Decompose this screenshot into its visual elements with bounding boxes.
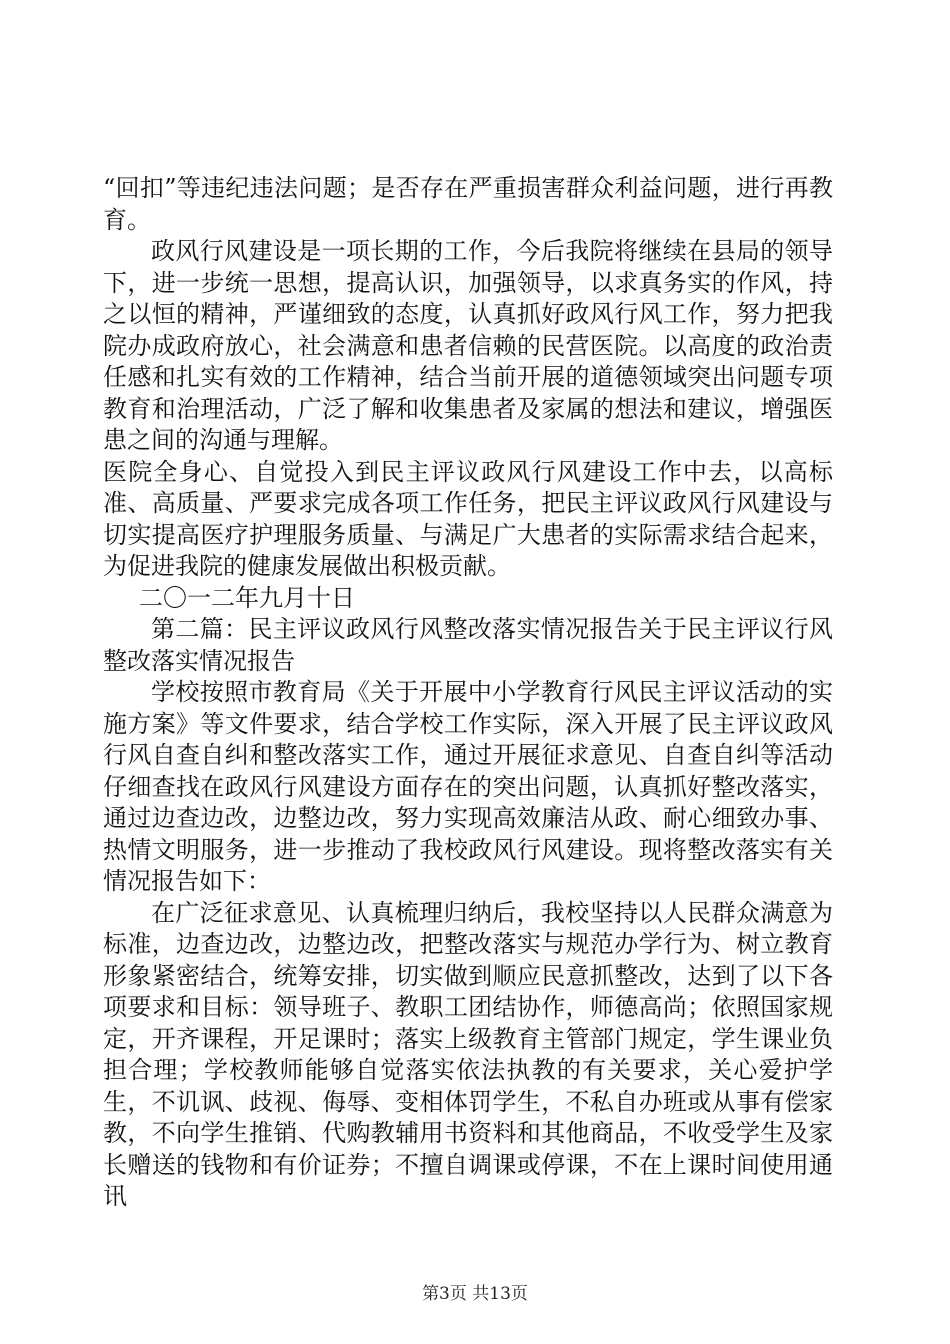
paragraph-future-plan: 政风行风建设是一项长期的工作，今后我院将继续在县局的领导下，进一步统一思想，提高认识，加强领导，以求真务实的作风，持之以恒的精神，严谨细致的态度，认真抓好政风行风工作，努力把我院办成政府放心，社会满意和患者信赖的民营医院。以高度的政治责任感和扎实有效的工作精神，结合当前开展的道德领域突出问题专项教育和治理活动，广泛了解和收集患者及家属的想法和建议，增强医患之间的沟通与理解。 (103, 237, 833, 454)
paragraph-continuation: “回扣”等违纪违法问题；是否存在严重损害群众利益问题，进行再教育。 (103, 174, 833, 234)
document-body (103, 173, 833, 1213)
document-date: 二〇一二年九月十日 (139, 583, 355, 612)
page-footer: 第3页 共13页 (422, 1284, 528, 1304)
section-heading-part-two: 第二篇：民主评议政风行风整改落实情况报告关于民主评议行风整改落实情况报告 (103, 615, 833, 675)
paragraph-rectification-goals: 在广泛征求意见、认真梳理归纳后，我校坚持以人民群众满意为标准，边查边改，边整边改，把整改落实与规范办学行为、树立教育形象紧密结合，统筹安排，切实做到顺应民意抓整改，达到了以下各项要求和目标：领导班子、教职工团结协作，师德高尚；依照国家规定，开齐课程，开足课时；落实上级教育主管部门规定，学生课业负担合理；学校教师能够自觉落实依法执教的有关要求，关心爱护学生，不讥讽、歧视、侮辱、变相体罚学生，不私自办班或从事有偿家教，不向学生推销、代购教辅用书资料和其他商品，不收受学生及家长赠送的钱物和有价证券；不擅自调课或停课，不在上课时间使用通讯 (103, 898, 833, 1210)
paragraph-hospital-commitment: 医院全身心、自觉投入到民主评议政风行风建设工作中去，以高标准、高质量、严要求完成各项工作任务，把民主评议政风行风建设与切实提高医疗护理服务质量、与满足广大患者的实际需求结合起来，为促进我院的健康发展做出积极贡献。 (103, 457, 833, 580)
paragraph-school-intro: 学校按照市教育局《关于开展中小学教育行风民主评议活动的实施方案》等文件要求，结合学校工作实际，深入开展了民主评议政风行风自查自纠和整改落实工作，通过开展征求意见、自查自纠等活动仔细查找在政风行风建设方面存在的突出问题，认真抓好整改落实，通过边查边改，边整边改，努力实现高效廉洁从政、耐心细致办事、热情文明服务，进一步推动了我校政风行风建设。现将整改落实有关情况报告如下： (103, 678, 833, 895)
